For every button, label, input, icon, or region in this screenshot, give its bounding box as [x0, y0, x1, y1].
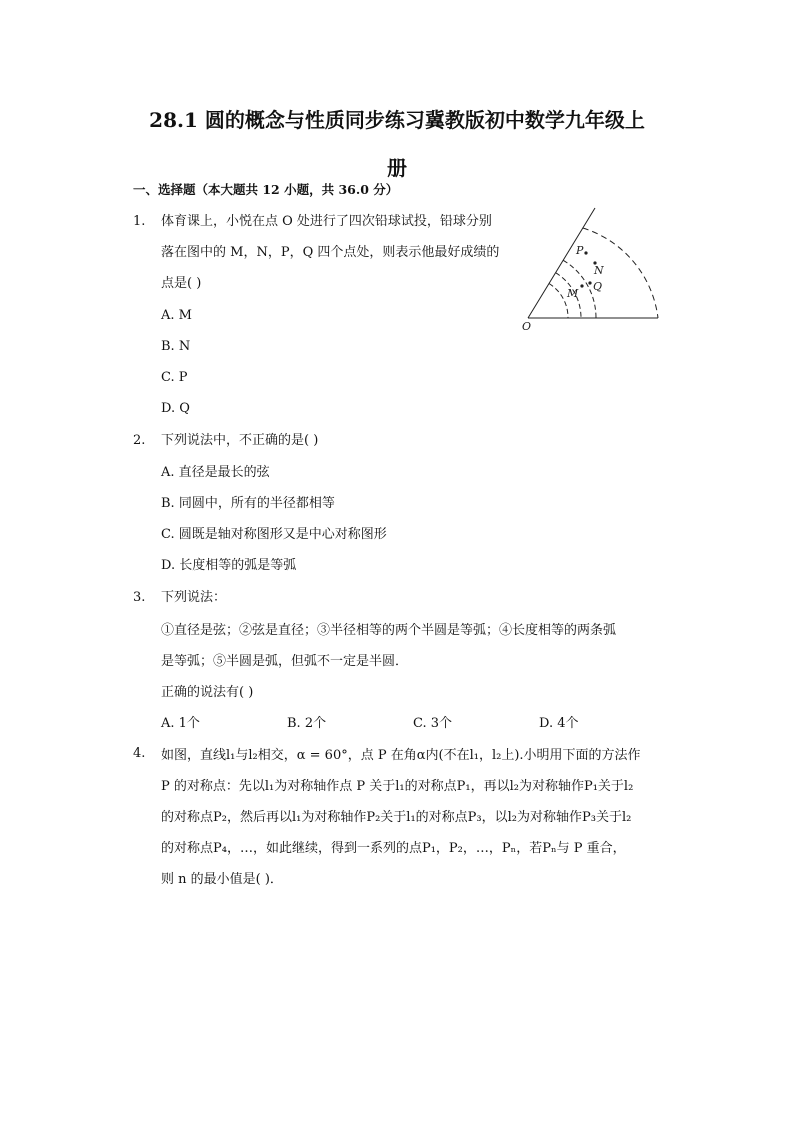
question-2-option-b[interactable]: B. 同圆中，所有的半径都相等 — [161, 496, 335, 511]
question-1-line-2: 落在图中的 M，N，P，Q 四个点处，则表示他最好成绩的 — [161, 245, 500, 260]
document-title — [60, 96, 734, 192]
question-1-option-a[interactable]: A. M — [161, 308, 192, 323]
question-3-line-2: 是等弧；⑤半圆是弧，但弧不一定是半圆． — [161, 654, 409, 669]
question-1-option-d[interactable]: D. Q — [161, 401, 190, 416]
question-4-line-3: 的对称点P₂，然后再以l₁为对称轴作P₂关于l₁的对称点P₃，以l₂为对称轴作P₃关于l₂ — [161, 810, 632, 825]
label-q: Q — [593, 280, 603, 293]
question-3-option-d[interactable]: D. 4个 — [539, 716, 579, 731]
question-3-number: 3. — [133, 590, 146, 605]
question-1-option-b[interactable]: B. N — [161, 339, 191, 354]
question-3-line-3: 正确的说法有( ) — [161, 685, 254, 700]
question-2-option-d[interactable]: D. 长度相等的弧是等弧 — [161, 558, 297, 573]
title-line-2: 册 — [387, 156, 407, 180]
label-o: O — [522, 320, 532, 333]
question-1-number: 1. — [133, 214, 146, 229]
point-m-dot — [580, 284, 583, 287]
question-3-option-a[interactable]: A. 1个 — [161, 716, 200, 731]
point-q-dot — [588, 281, 591, 284]
question-4-number: 4. — [133, 746, 146, 761]
question-1-line-1: 体育课上，小悦在点 O 处进行了四次铅球试投，铅球分别 — [161, 214, 492, 229]
question-3-line-1: ①直径是弦；②弦是直径；③半径相等的两个半圆是等弧；④长度相等的两条弧 — [161, 623, 617, 638]
question-2-option-a[interactable]: A. 直径是最长的弦 — [161, 465, 270, 480]
question-3-option-b[interactable]: B. 2个 — [287, 716, 327, 731]
question-2-stem: 下列说法中，不正确的是( ) — [161, 433, 319, 448]
figure-arc-3 — [549, 284, 568, 319]
question-3-option-c[interactable]: C. 3个 — [413, 716, 453, 731]
question-4-line-5: 则 n 的最小值是( )． — [161, 872, 283, 887]
point-p-dot — [584, 251, 587, 254]
question-4-line-1: 如图，直线l₁与l₂相交，α = 60°，点 P 在角α内(不在l₁，l₂上).小明用下面的方法作 — [161, 748, 641, 763]
label-p: P — [576, 244, 584, 257]
figure-slant-line — [528, 208, 595, 318]
section-header: 一、选择题（本大题共 12 小题，共 36.0 分） — [133, 182, 399, 197]
question-1-option-c[interactable]: C. P — [161, 370, 188, 385]
question-2-option-c[interactable]: C. 圆既是轴对称图形又是中心对称图形 — [161, 527, 387, 542]
question-4-line-4: 的对称点P₄，…，如此继续，得到一系列的点P₁，P₂，…，Pₙ，若Pₙ与 P 重合， — [161, 841, 626, 856]
label-n: N — [594, 264, 604, 277]
question-1-figure — [520, 202, 670, 337]
title-line-1: 28.1 圆的概念与性质同步练习冀教版初中数学九年级上 — [149, 108, 645, 132]
question-3-stem: 下列说法： — [161, 590, 227, 605]
label-m: M — [567, 287, 579, 300]
question-4-line-2: P 的对称点：先以l₁为对称轴作点 P 关于l₁的对称点P₁，再以l₂为对称轴作P₁关于l₂ — [161, 779, 634, 794]
question-1-line-3: 点是( ) — [161, 276, 202, 291]
question-2-number: 2. — [133, 433, 146, 448]
